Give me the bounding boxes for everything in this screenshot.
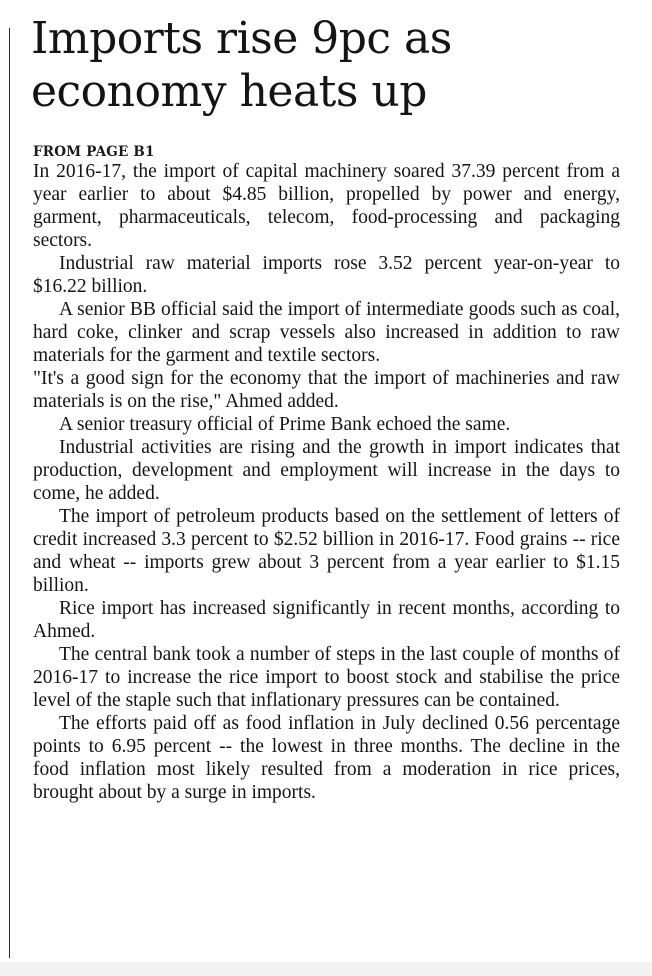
article-paragraph: In 2016-17, the import of capital machinery soared 37.39 percent from a year earlier to about $4.85 billion, propelled by power and energy, garment, pharmaceuticals, telecom, food-processing and packaging sectors. (33, 161, 620, 251)
article-paragraph: Industrial raw material imports rose 3.52 percent year-on-year to $16.22 billion. (33, 253, 620, 297)
article-paragraph: The efforts paid off as food inflation in July declined 0.56 percentage points to 6.95 percent -- the lowest in three months. The decline in the food inflation most likely resulted from a moderation in rice prices, brought about by a surge in imports. (33, 713, 620, 803)
article-paragraph: Industrial activities are rising and the growth in import indicates that production, development and employment will increase in the days to come, he added. (33, 437, 620, 504)
page-bottom-edge (0, 962, 652, 976)
article-body (33, 160, 620, 804)
article-headline: Imports rise 9pc as economy heats up (31, 13, 452, 117)
article-paragraph: Rice import has increased significantly in recent months, according to Ahmed. (33, 598, 620, 642)
article-paragraph: "It's a good sign for the economy that the import of machineries and raw materials is on the rise," Ahmed added. (33, 368, 620, 412)
article-paragraph: A senior BB official said the import of intermediate goods such as coal, hard coke, clinker and scrap vessels also increased in addition to raw materials for the garment and textile sectors. (33, 299, 620, 366)
article-paragraph: The central bank took a number of steps in the last couple of months of 2016-17 to increase the rice import to boost stock and stabilise the price level of the staple such that inflationary pressures can be contained. (33, 644, 620, 711)
column-rule (9, 28, 10, 958)
article-dateline: FROM PAGE B1 (33, 144, 155, 160)
article-paragraph: A senior treasury official of Prime Bank echoed the same. (59, 414, 511, 435)
article-paragraph: The import of petroleum products based on the settlement of letters of credit increased 3.3 percent to $2.52 billion in 2016-17. Food grains -- rice and wheat -- imports grew about 3 percent from a year earlier to $1.15 billion. (33, 506, 620, 596)
